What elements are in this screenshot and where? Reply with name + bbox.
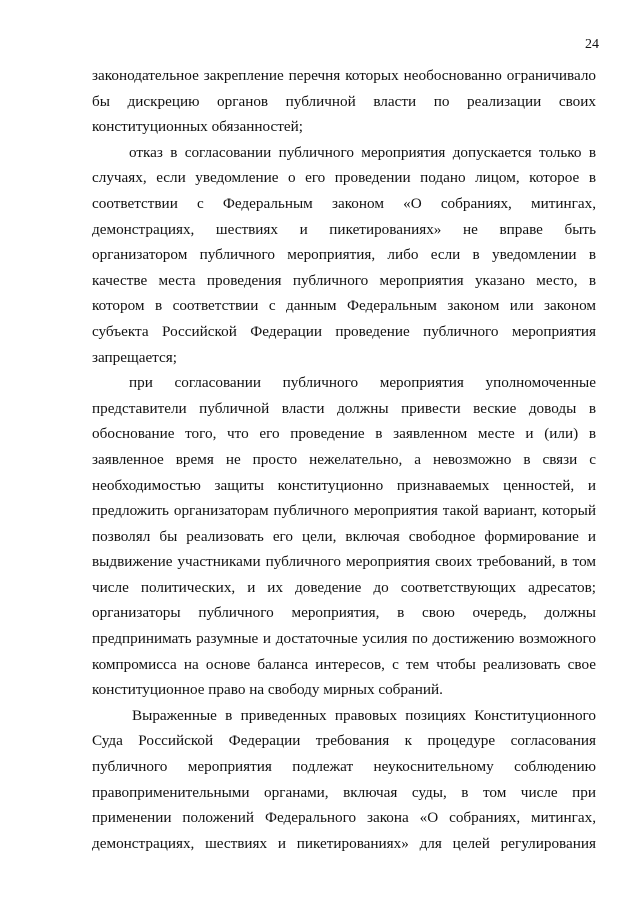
- page-number: 24: [585, 37, 599, 52]
- paragraph: [92, 140, 596, 370]
- text-line: правоприменительными органами, включая суды, в том числе при: [92, 783, 596, 801]
- text-line: запрещается;: [92, 348, 177, 366]
- text-line: предпринимать разумные и достаточные усилия по достижению возможного: [92, 630, 596, 648]
- text-line: при согласовании публичного мероприятия уполномоченные: [129, 374, 596, 392]
- text-line: Суда Российской Федерации требования к процедуре согласования: [92, 732, 596, 750]
- paragraph: [92, 370, 596, 703]
- text-line: субъекта Российской Федерации проведение публичного мероприятия: [92, 322, 596, 340]
- text-line: соответствии с Федеральным законом «О собраниях, митингах,: [92, 194, 596, 212]
- text-line: позволял бы реализовать его цели, включая свободное формирование и: [92, 527, 596, 545]
- text-line: случаях, если уведомление о его проведении подано лицом, которое в: [92, 169, 596, 187]
- text-line: качестве места проведения публичного мероприятия указано место, в: [92, 271, 596, 289]
- text-line: выдвижение участниками публичного мероприятия своих требований, в том: [92, 553, 596, 571]
- text-line: заявленное время не просто нежелательно, а невозможно в связи с: [92, 450, 596, 468]
- text-line: Выраженные в приведенных правовых позициях Конституционного: [132, 706, 596, 724]
- document-body: [92, 63, 596, 856]
- text-line: бы дискрецию органов публичной власти по реализации своих: [92, 92, 596, 110]
- text-line: организаторы публичного мероприятия, в свою очередь, должны: [92, 604, 596, 622]
- text-line: представители публичной власти должны привести веские доводы в: [92, 399, 596, 417]
- text-line: предложить организаторам публичного мероприятия такой вариант, который: [92, 502, 596, 520]
- paragraph: [92, 703, 596, 857]
- text-line: конституционных обязанностей;: [92, 118, 303, 136]
- text-line: демонстрациях, шествиях и пикетированиях» для целей регулирования: [92, 834, 596, 852]
- text-line: котором в соответствии с данным Федеральным законом или законом: [92, 297, 596, 315]
- text-line: публичного мероприятия подлежат неукоснительному соблюдению: [92, 758, 596, 776]
- text-line: демонстрациях, шествиях и пикетированиях» не вправе быть: [92, 220, 596, 238]
- text-line: отказ в согласовании публичного мероприятия допускается только в: [129, 143, 596, 161]
- text-line: законодательное закрепление перечня которых необоснованно ограничивало: [92, 67, 596, 84]
- text-line: конституционное право на свободу мирных собраний.: [92, 681, 443, 699]
- text-line: необходимостью защиты конституционно признаваемых ценностей, и: [92, 476, 596, 494]
- text-line: числе политических, и их доведение до соответствующих адресатов;: [92, 578, 596, 596]
- paragraph: [92, 63, 596, 140]
- text-line: организатором публичного мероприятия, либо если в уведомлении в: [92, 246, 596, 264]
- text-line: применении положений Федерального закона «О собраниях, митингах,: [92, 809, 596, 827]
- text-line: обоснование того, что его проведение в заявленном месте и (или) в: [92, 425, 596, 443]
- text-line: компромисса на основе баланса интересов, с тем чтобы реализовать свое: [92, 655, 596, 673]
